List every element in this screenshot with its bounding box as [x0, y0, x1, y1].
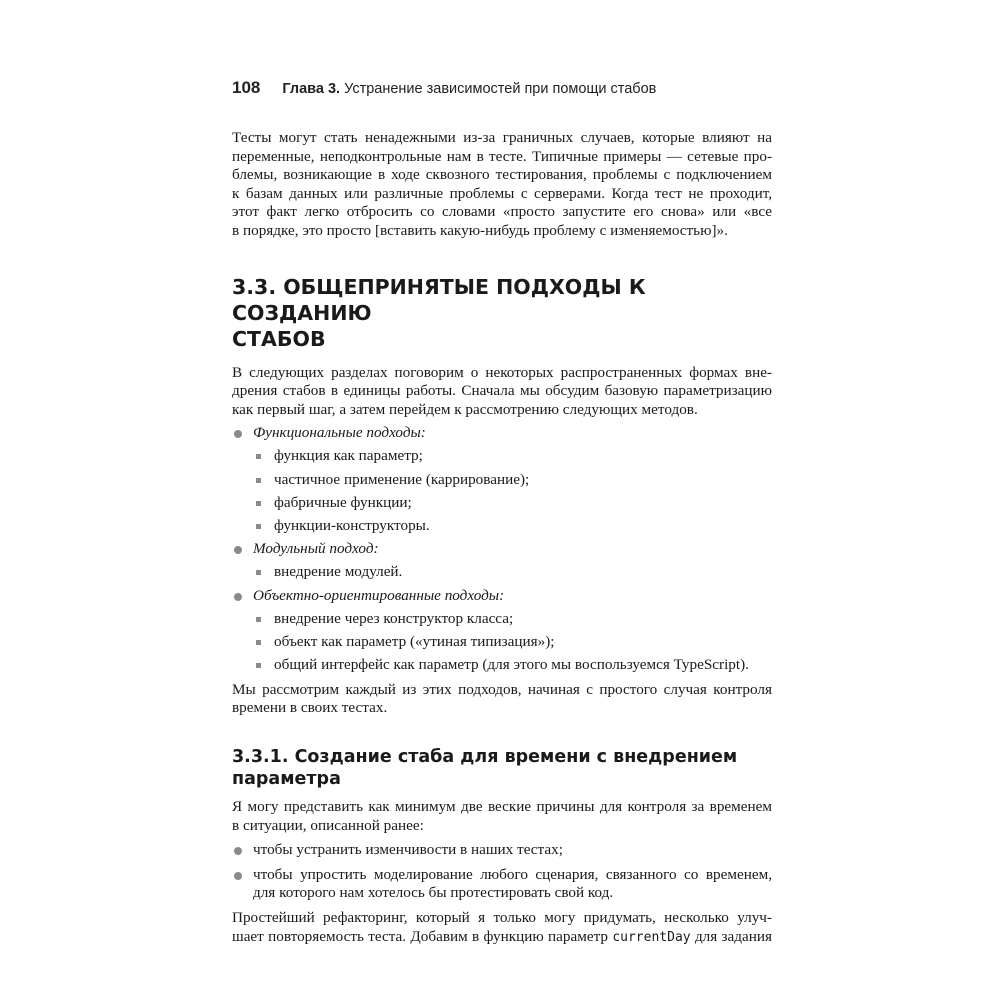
list-item-text: функция как параметр;	[274, 447, 423, 465]
list-item-text: чтобы упростить моделирование любого сценария, связанного со временем,	[253, 865, 772, 883]
list-item	[232, 447, 772, 466]
section-heading-line: СТАБОВ	[232, 326, 326, 351]
chapter-title: Устранение зависимостей при помощи стабов	[344, 81, 657, 97]
reasons-list	[232, 841, 772, 903]
section-heading-line: 3.3. ОБЩЕПРИНЯТЫЕ ПОДХОДЫ К СОЗДАНИЮ	[232, 274, 646, 325]
text-line: в ситуации, описанной ранее:	[232, 816, 424, 834]
list-item	[232, 841, 772, 860]
square-bullet-icon	[256, 524, 261, 529]
page-number: 108	[232, 78, 261, 97]
text-line: к базам данных или различные проблемы с серверами. Когда тест не проходит,	[232, 184, 772, 202]
text-line: времени в своих тестах.	[232, 699, 388, 717]
list-item	[232, 656, 772, 675]
subsection-heading-line: 3.3.1. Создание стаба для времени с внедрением	[232, 747, 738, 768]
text-line: дрения стабов в единицы работы. Сначала мы обсудим базовую параметризацию	[232, 382, 772, 400]
final-paragraph	[232, 909, 772, 947]
list-item-text: частичное применение (каррирование);	[274, 470, 530, 488]
square-bullet-icon	[256, 640, 261, 645]
closing-paragraph	[232, 681, 772, 718]
list-group-modular	[232, 540, 772, 559]
section-heading	[232, 274, 772, 352]
running-header	[232, 78, 772, 98]
group-title: Модульный подход:	[253, 540, 379, 558]
list-item-text: внедрение модулей.	[274, 563, 403, 581]
text-line: как первый шаг, а затем перейдем к рассмотрению следующих методов.	[232, 400, 698, 418]
square-bullet-icon	[256, 570, 261, 575]
code-identifier: currentDay	[612, 929, 691, 945]
square-bullet-icon	[256, 454, 261, 459]
list-item	[232, 610, 772, 629]
bullet-icon	[234, 872, 242, 880]
text-line: этот факт легко отбросить со словами «просто запустите его снова» или «все	[232, 203, 772, 221]
square-bullet-icon	[256, 478, 261, 483]
text-line: Мы рассмотрим каждый из этих подходов, начиная с простого случая контроля	[232, 680, 772, 698]
square-bullet-icon	[256, 501, 261, 506]
list-item	[232, 517, 772, 536]
bullet-icon	[234, 546, 242, 554]
text-line: В следующих разделах поговорим о некоторых распространенных формах вне-	[232, 363, 772, 381]
section-paragraph	[232, 364, 772, 420]
bullet-icon	[234, 430, 242, 438]
list-item	[232, 866, 772, 903]
square-bullet-icon	[256, 663, 261, 668]
text-line: в порядке, это просто [вставить какую-нибудь проблему с изменяемостью]».	[232, 221, 728, 239]
book-page	[232, 78, 772, 947]
chapter-label: Глава 3.	[282, 81, 341, 97]
text-line: Тесты могут стать ненадежными из-за граничных случаев, которые влияют на	[232, 129, 772, 146]
list-item-text: для которого нам хотелось бы протестировать свой код.	[253, 884, 614, 902]
subsection-paragraph	[232, 798, 772, 835]
subsection-heading-line: параметра	[232, 769, 341, 790]
bullet-icon	[234, 593, 242, 601]
list-item	[232, 471, 772, 490]
subsection-heading	[232, 746, 772, 790]
list-group-oop	[232, 587, 772, 606]
approaches-list	[232, 424, 772, 675]
list-group-functional	[232, 424, 772, 443]
text-line	[232, 928, 772, 948]
square-bullet-icon	[256, 617, 261, 622]
text-fragment: для задания	[694, 927, 773, 945]
text-fragment: шает повторяемость теста. Добавим в функцию параметр	[232, 927, 608, 945]
list-item-text: объект как параметр («утиная типизация»);	[274, 633, 555, 651]
list-item	[232, 494, 772, 513]
text-line: переменные, неподконтрольные нам в тесте. Типичные примеры — сетевые про-	[232, 147, 772, 165]
list-item-text: фабричные функции;	[274, 493, 412, 511]
text-line: блемы, возникающие в ходе сквозного тестирования, проблемы с подключением	[232, 166, 772, 184]
group-title: Функциональные подходы:	[253, 424, 426, 442]
list-item-text: внедрение через конструктор класса;	[274, 610, 514, 628]
text-line: Я могу представить как минимум две веские причины для контроля за временем	[232, 798, 772, 816]
bullet-icon	[234, 847, 242, 855]
list-item-text: функции-конструкторы.	[274, 516, 430, 534]
list-item-text: общий интерфейс как параметр (для этого мы воспользуемся TypeScript).	[274, 656, 749, 674]
list-item	[232, 633, 772, 652]
intro-paragraph	[232, 129, 772, 241]
list-item-text: чтобы устранить изменчивости в наших тестах;	[253, 841, 563, 859]
text-line: Простейший рефакторинг, который я только могу придумать, несколько улуч-	[232, 909, 772, 927]
group-title: Объектно-ориентированные подходы:	[253, 587, 505, 604]
list-item	[232, 563, 772, 582]
